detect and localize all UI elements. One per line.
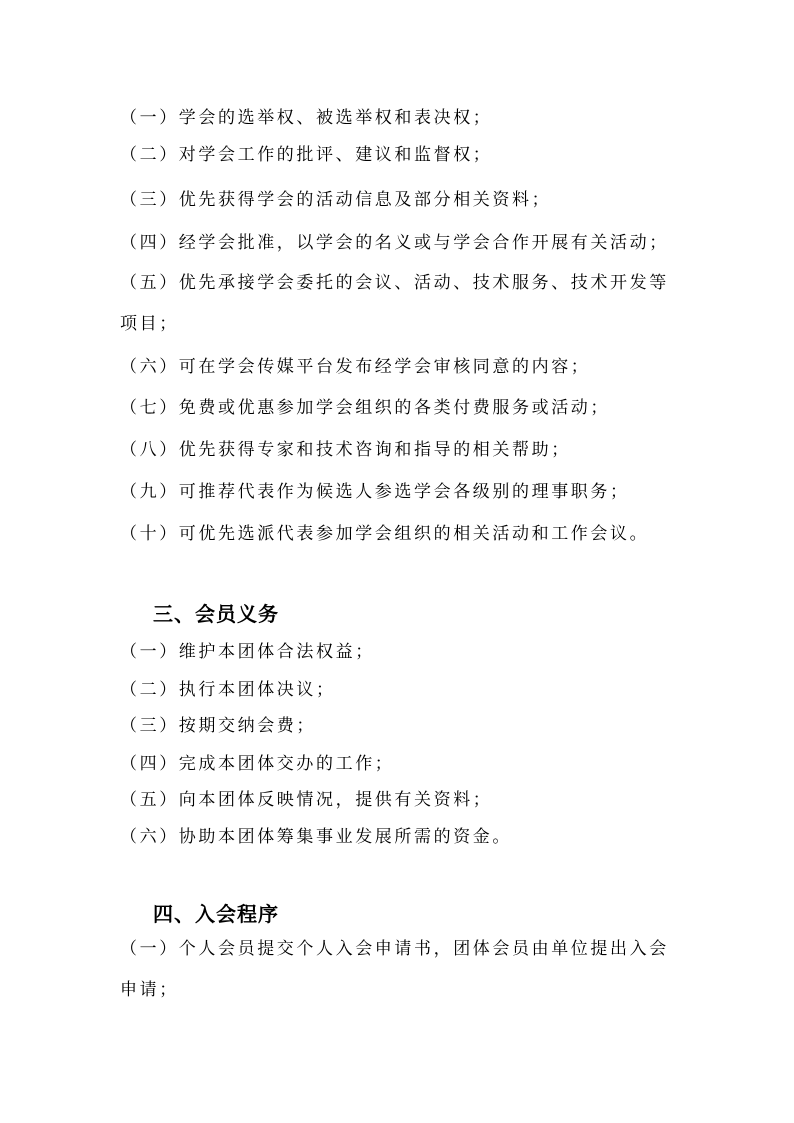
rights-item-8: （八）优先获得专家和技术咨询和指导的相关帮助； xyxy=(120,440,571,460)
rights-item-4: （四）经学会批准，以学会的名义或与学会合作开展有关活动； xyxy=(120,233,669,253)
procedure-item-1-continued: 申请； xyxy=(120,980,179,1000)
rights-item-6: （六）可在学会传媒平台发布经学会审核同意的内容； xyxy=(120,357,591,377)
duties-item-4: （四）完成本团体交办的工作； xyxy=(120,754,395,774)
duties-item-3: （三）按期交纳会费； xyxy=(120,716,316,736)
rights-item-1: （一）学会的选举权、被选举权和表决权； xyxy=(120,108,493,128)
duties-item-6: （六）协助本团体筹集事业发展所需的资金。 xyxy=(120,827,512,847)
duties-item-2: （二）执行本团体决议； xyxy=(120,680,336,700)
rights-item-10: （十）可优先选派代表参加学会组织的相关活动和工作会议。 xyxy=(120,524,650,544)
duties-heading: 三、会员义务 xyxy=(153,602,279,626)
duties-item-1: （一）维护本团体合法权益； xyxy=(120,642,375,662)
procedure-heading: 四、入会程序 xyxy=(153,902,279,926)
rights-item-9: （九）可推荐代表作为候选人参选学会各级别的理事职务； xyxy=(120,482,630,502)
rights-item-3: （三）优先获得学会的活动信息及部分相关资料； xyxy=(120,190,552,210)
rights-item-5: （五）优先承接学会委托的会议、活动、技术服务、技术开发等 xyxy=(120,273,669,293)
rights-item-2: （二）对学会工作的批评、建议和监督权； xyxy=(120,145,493,165)
procedure-item-1: （一）个人会员提交个人入会申请书，团体会员由单位提出入会 xyxy=(120,939,669,959)
duties-item-5: （五）向本团体反映情况，提供有关资料； xyxy=(120,790,493,810)
rights-item-7: （七）免费或优惠参加学会组织的各类付费服务或活动； xyxy=(120,398,610,418)
rights-item-5-continued: 项目； xyxy=(120,314,179,334)
